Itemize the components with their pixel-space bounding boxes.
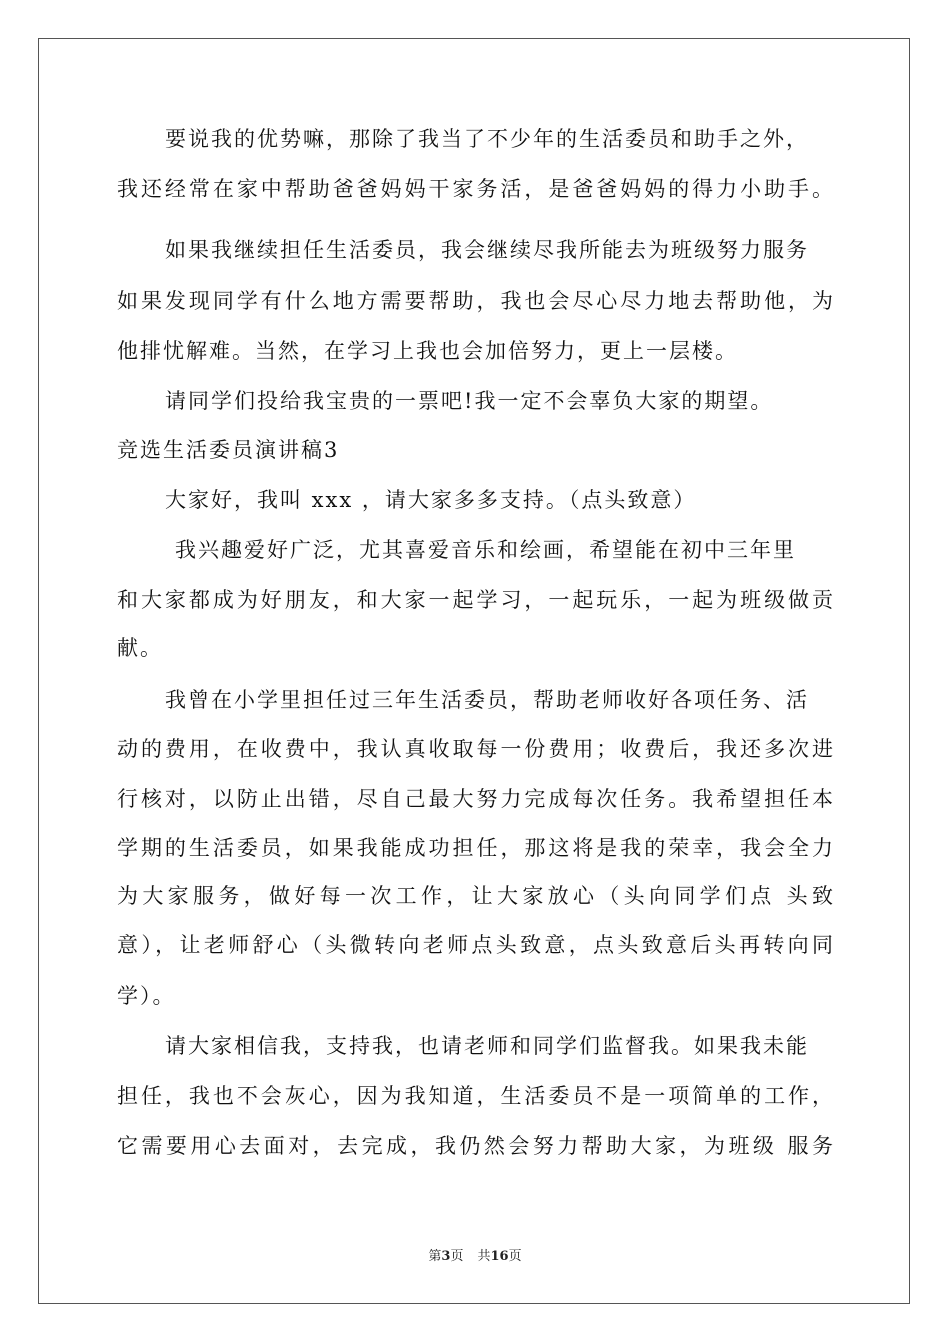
page-footer [0,1248,950,1266]
paragraph-line: 他排忧解难。当然，在学习上我也会加倍努力，更上一层楼。 [117,339,738,363]
paragraph-line: 和大家都成为好朋友，和大家一起学习，一起玩乐，一起为班级做贡 [117,588,833,612]
paragraph-line: 请同学们投给我宝贵的一票吧!我一定不会辜负大家的期望。 [165,389,774,413]
section-heading: 竞选生活委员演讲稿3 [117,438,340,462]
paragraph-line: 我曾在小学里担任过三年生活委员，帮助老师收好各项任务、活 [165,688,809,712]
paragraph-line: 请大家相信我，支持我，也请老师和同学们监督我。如果我未能 [165,1034,809,1058]
paragraph-line: 要说我的优势嘛，那除了我当了不少年的生活委员和助手之外， [165,127,809,151]
paragraph-line: 献。 [117,636,163,660]
paragraph-line: 我兴趣爱好广泛，尤其喜爱音乐和绘画，希望能在初中三年里 [175,538,796,562]
paragraph-line: 行核对，以防止出错，尽自己最大努力完成每次任务。我希望担任本 [117,787,833,811]
paragraph-line: 学）。 [117,984,176,1008]
paragraph-line: 我还经常在家中帮助爸爸妈妈干家务活，是爸爸妈妈的得力小助手。 [117,177,833,201]
paragraph-line: 它需要用心去面对，去完成，我仍然会努力帮助大家，为班级 服务 [117,1134,833,1158]
paragraph-line: 为大家服务，做好每一次工作，让大家放心（头向同学们点 头致 [117,884,833,908]
total-unit: 页 [508,1249,522,1264]
page-border [38,38,910,1304]
page-prefix: 第 [428,1249,442,1264]
total-prefix: 共 [477,1249,491,1264]
paragraph-line: 意），让老师舒心（头微转向老师点头致意，点头致意后头再转向同 [117,933,833,957]
page-total: 16 [490,1249,509,1264]
paragraph-line: 动的费用，在收费中，我认真收取每一份费用；收费后，我还多次进 [117,737,833,761]
paragraph-line: 如果发现同学有什么地方需要帮助，我也会尽心尽力地去帮助他，为 [117,289,833,313]
paragraph-line: 大家好，我叫 xxx ，请大家多多支持。（点头致意） [165,488,697,512]
paragraph-line: 如果我继续担任生活委员，我会继续尽我所能去为班级努力服务 [165,238,809,262]
page-current: 3 [441,1249,451,1264]
page-unit: 页 [450,1249,464,1264]
paragraph-line: 学期的生活委员，如果我能成功担任，那这将是我的荣幸，我会全力 [117,836,833,860]
paragraph-line: 担任，我也不会灰心，因为我知道，生活委员不是一项简单的工作， [117,1084,833,1108]
